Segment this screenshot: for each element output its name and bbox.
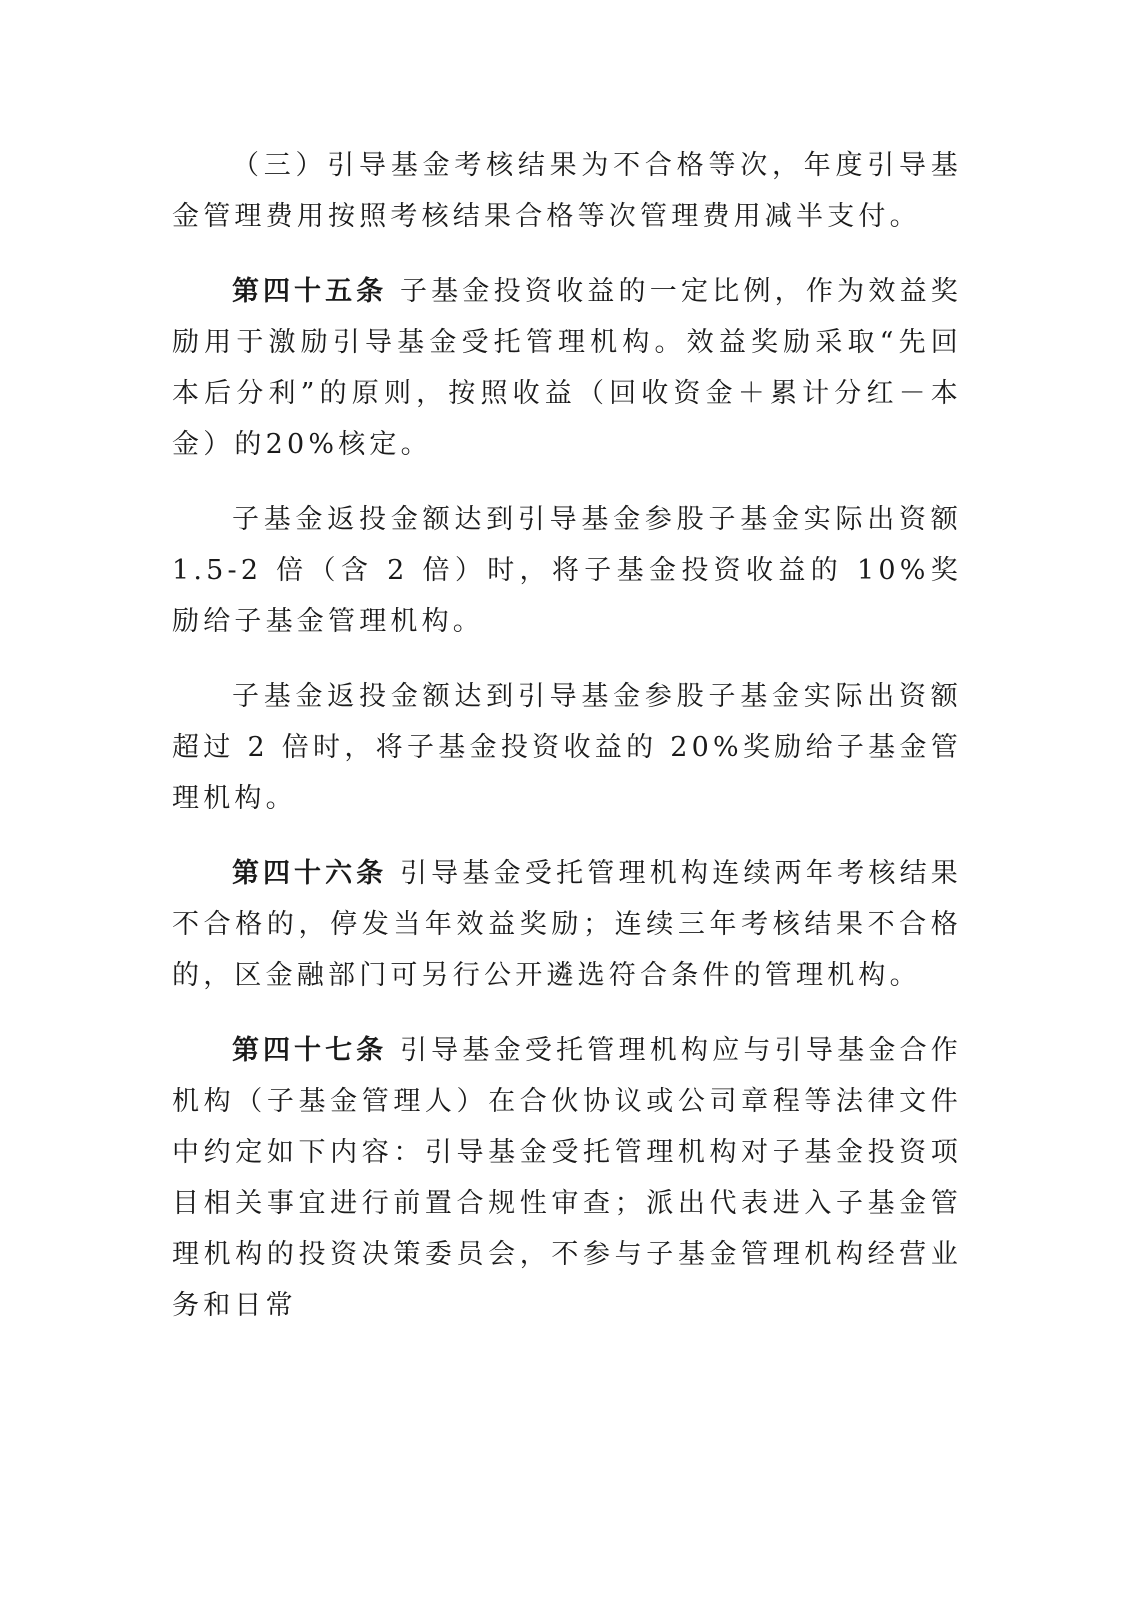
paragraph-text: 子基金返投金额达到引导基金参股子基金实际出资额 1.5-2 倍（含 2 倍）时，将子基金投资收益的 10%奖励给子基金管理机构。 (172, 504, 962, 637)
paragraph-text: 引导基金受托管理机构应与引导基金合作机构（子基金管理人）在合伙协议或公司章程等法律文件中约定如下内容：引导基金受托管理机构对子基金投资项目相关事宜进行前置合规性审查；派出代表进入子基金管理机构的投资决策委员会，不参与子基金管理机构经营业务和日常 (172, 1035, 962, 1321)
article-heading: 第四十六条 (232, 858, 388, 889)
paragraph-text: 子基金返投金额达到引导基金参股子基金实际出资额超过 2 倍时，将子基金投资收益的 20%奖励给子基金管理机构。 (172, 681, 962, 814)
article-47 (172, 1025, 962, 1331)
article-45 (172, 266, 962, 470)
paragraph-reward-10-percent (172, 494, 962, 647)
article-heading: 第四十七条 (232, 1035, 388, 1066)
article-heading: 第四十五条 (232, 276, 388, 307)
paragraph-fee-reduction (172, 140, 962, 242)
paragraph-reward-20-percent (172, 671, 962, 824)
paragraph-text: （三）引导基金考核结果为不合格等次，年度引导基金管理费用按照考核结果合格等次管理费用减半支付。 (172, 150, 962, 232)
document-body (172, 140, 962, 1355)
article-46 (172, 848, 962, 1001)
paragraph-text: 引导基金受托管理机构连续两年考核结果不合格的，停发当年效益奖励；连续三年考核结果不合格的，区金融部门可另行公开遴选符合条件的管理机构。 (172, 858, 962, 991)
paragraph-text: 子基金投资收益的一定比例，作为效益奖励用于激励引导基金受托管理机构。效益奖励采取“先回本后分利”的原则，按照收益（回收资金＋累计分红－本金）的20%核定。 (172, 276, 962, 460)
